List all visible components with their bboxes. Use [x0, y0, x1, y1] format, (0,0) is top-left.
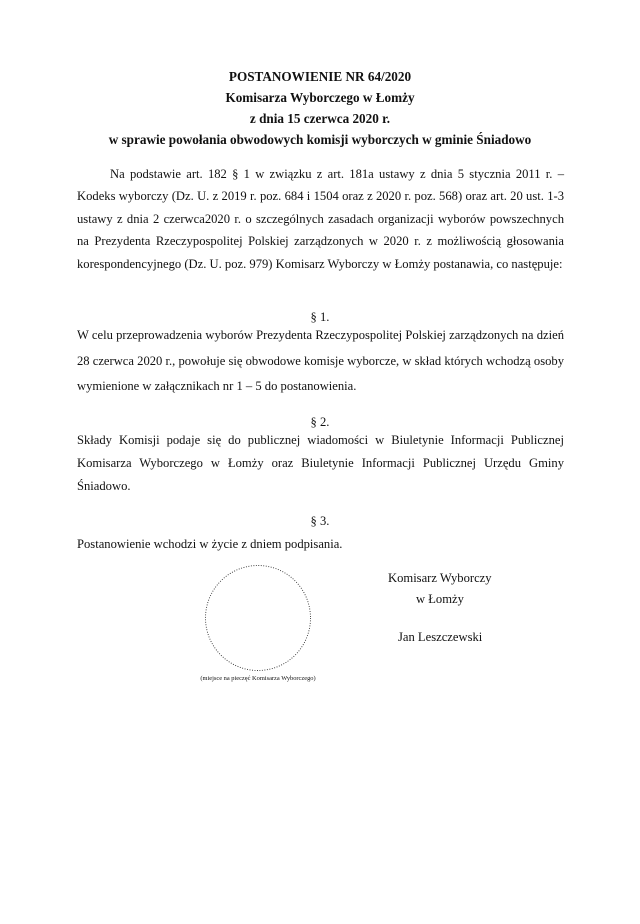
paragraph-1-text: W celu przeprowadzenia wyborów Prezydenta Rzeczypospolitej Polskiej zarządzonych na dzień 28 czerwca 2020 r., powołuje się obwodowe komisje wyborcze, w skład których wchodzą osoby wymienione w załącznikach nr 1 – 5 do postanowienia.: [77, 328, 564, 394]
resolution-subject: w sprawie powołania obwodowych komisji wyborczych w gminie Śniadowo: [108, 132, 532, 147]
resolution-date: z dnia 15 czerwca 2020 r.: [249, 111, 391, 126]
paragraph-2-text: Składy Komisji podaje się do publicznej wiadomości w Biuletynie Informacji Publicznej Komisarza Wyborczego w Łomży oraz Biuletynie Informacji Publicznej Urzędu Gminy Śniadowo.: [77, 433, 564, 493]
signatory-place: w Łomży: [416, 592, 464, 606]
paragraph-3-text: Postanowienie wchodzi w życie z dniem podpisania.: [77, 537, 343, 551]
resolution-number: POSTANOWIENIE NR 64/2020: [228, 69, 412, 84]
stamp-caption: (miejsce na pieczęć Komisarza Wyborczego): [200, 675, 316, 682]
legal-basis-paragraph: Na podstawie art. 182 § 1 w związku z art. 181a ustawy z dnia 5 stycznia 2011 r. – Kodeks wyborczy (Dz. U. z 2019 r. poz. 684 i 1504 oraz z 2020 r. poz. 568) oraz art. 20 ust. 1-3 ustawy z dnia 2 czerwca2020 r. o szczególnych zasadach organizacji wyborów powszechnych na Prezydenta Rzeczypospolitej Polskiej zarządzonych w 2020 r. z możliwością głosowania korespondencyjnego (Dz. U. poz. 979) Komisarz Wyborczy w Łomży postanawia, co następuje:: [77, 167, 564, 271]
signatory-name: Jan Leszczewski: [398, 630, 483, 644]
issuing-authority: Komisarza Wyborczego w Łomży: [225, 90, 415, 105]
document-header: [40, 66, 600, 150]
paragraph-1-number: § 1.: [310, 310, 330, 324]
stamp-circle: [204, 564, 312, 672]
paragraph-3-number: § 3.: [310, 514, 330, 528]
signatory-title: Komisarz Wyborczy: [388, 571, 492, 585]
paragraph-2-number: § 2.: [310, 415, 330, 429]
signature-block: [376, 568, 496, 648]
